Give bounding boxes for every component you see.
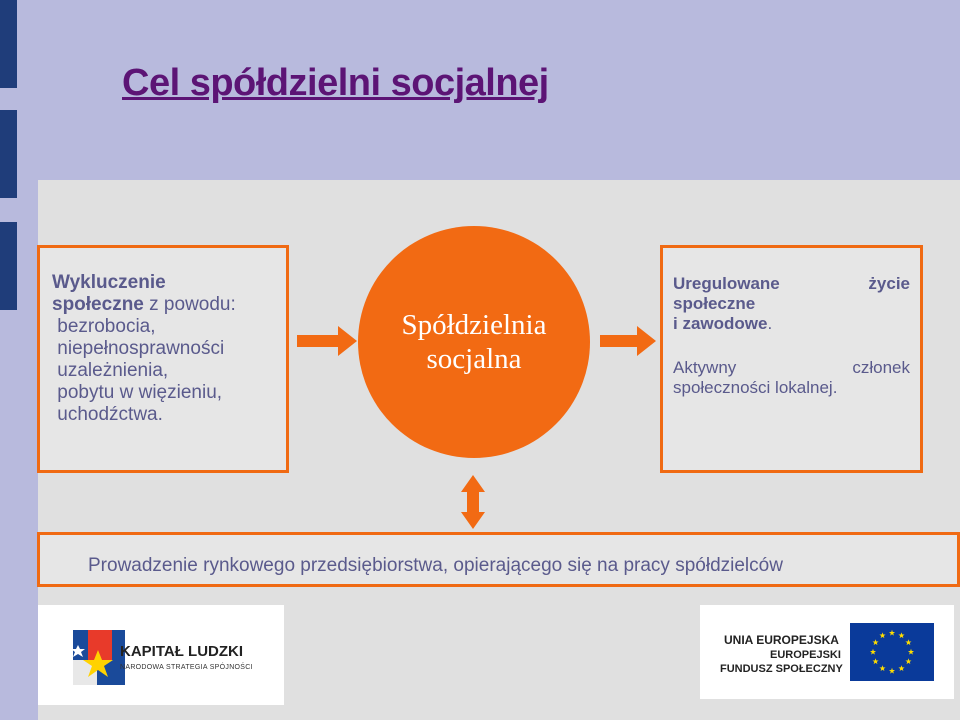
exclusion-item: uchodźctwa.: [52, 404, 163, 425]
right-arrow-icon: [600, 326, 656, 356]
slide-title: Cel spółdzielni socjalnej: [122, 62, 549, 104]
kapital-ludzki-logo: [38, 605, 284, 705]
exclusion-reason-intro: z powodu:: [143, 294, 236, 315]
double-arrow-icon: [461, 475, 485, 529]
circle-label-line1: Spółdzielnia: [401, 309, 547, 341]
right-arrow-icon: [297, 326, 357, 356]
eu-flag-icon: [850, 623, 934, 681]
outcome-word: Aktywny: [673, 358, 737, 377]
outcome-line: społeczne: [673, 294, 756, 313]
eu-text-line3: FUNDUSZ SPOŁECZNY: [720, 663, 843, 675]
outcome-line: społeczności lokalnej.: [673, 378, 838, 397]
outcome-word: członek: [852, 358, 910, 377]
eu-fund-logo: [700, 605, 954, 699]
business-text: Prowadzenie rynkowego przedsiębiorstwa, opierającego się na pracy spółdzielców: [88, 555, 783, 576]
eu-text-line1: UNIA EUROPEJSKA: [724, 633, 839, 647]
eu-text-line2: EUROPEJSKI: [770, 649, 841, 661]
exclusion-item: uzależnienia,: [52, 360, 169, 381]
outcome-line-suffix: .: [767, 314, 773, 333]
exclusion-heading-2: społeczne: [52, 294, 144, 315]
exclusion-item: niepełnosprawności: [52, 338, 225, 359]
circle-label-line2: socjalna: [426, 343, 522, 375]
outcome-word: życie: [868, 274, 910, 293]
logo-subtitle: NARODOWA STRATEGIA SPÓJNOŚCI: [120, 664, 253, 671]
exclusion-item: bezrobocia,: [52, 316, 156, 337]
exclusion-heading: Wykluczenie: [52, 272, 166, 293]
outcome-line: i zawodowe: [673, 314, 768, 333]
exclusion-item: pobytu w więzieniu,: [52, 382, 223, 403]
logo-title: KAPITAŁ LUDZKI: [120, 643, 244, 660]
outcome-word: Uregulowane: [673, 274, 780, 293]
